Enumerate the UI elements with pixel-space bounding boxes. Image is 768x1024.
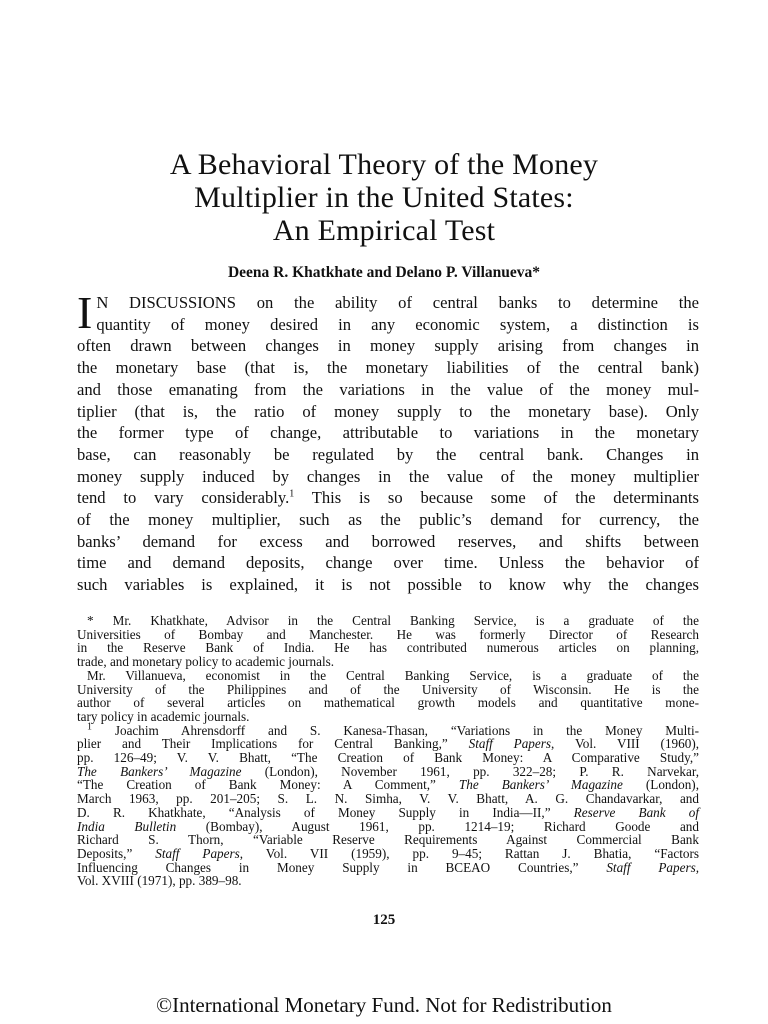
article-title: [60, 148, 708, 247]
page-number: 125: [372, 912, 396, 928]
footnote-line: tary policy in academic journals.: [77, 708, 250, 724]
footnote-line: [77, 806, 699, 820]
footnote-text: (London), November 1961, pp. 322–28; P. R. Narvekar,: [241, 763, 699, 779]
journal-title: India Bulletin: [77, 818, 177, 834]
body-text-fragment: tend to vary considerably.: [77, 488, 290, 508]
footnote-line: [77, 778, 699, 792]
footnote-text: , Vol. VII (1959), pp. 9–45; Rattan J. Bhatia, “Factors: [239, 845, 700, 861]
footnote-line: author of several articles on mathematical growth models and quantitative mone-: [77, 695, 699, 711]
footnotes: [77, 614, 699, 888]
footnote-line: [77, 721, 699, 738]
footnote-line: [77, 765, 699, 779]
body-line: the former type of change, attributable to variations in the monetary: [77, 423, 699, 443]
journal-title: The Bankers’ Magazine: [77, 763, 242, 779]
body-line: quantity of money desired in any economic system, a distinction is: [96, 314, 699, 334]
footnote-text: “The Creation of Bank Money: A Comment,”: [77, 777, 459, 793]
copyright-notice: ©International Monetary Fund. Not for Redistribution: [156, 993, 612, 1017]
footnote-line: Vol. XVIII (1971), pp. 389–98.: [77, 873, 242, 889]
body-line: time and demand deposits, change over time. Unless the behavior of: [77, 553, 699, 573]
body-line: tiplier (that is, the ratio of money supply to the monetary base). Only: [77, 401, 699, 421]
body-text-fragment: This is so because some of the determinants: [294, 488, 699, 508]
body-line: base, can reasonably be regulated by the central bank. Changes in: [77, 444, 699, 464]
title-line-3: An Empirical Test: [272, 214, 496, 247]
footnote-text: (Bombay), August 1961, pp. 1214–19; Richard Goode and: [176, 818, 699, 834]
body-line: and those emanating from the variations in the value of the money mul-: [77, 379, 699, 399]
footnote-marker: 1: [289, 488, 295, 500]
journal-title: Staff Papers: [468, 736, 552, 752]
footnote-marker: 1: [87, 721, 92, 733]
body-line: N DISCUSSIONS on the ability of central banks to determine the: [96, 293, 699, 312]
journal-title: The Bankers’ Magazine: [458, 777, 623, 793]
footnote-text: plier and Their Implications for Central Banking,”: [77, 736, 469, 752]
footnote-line: [77, 820, 699, 834]
title-line-1: A Behavioral Theory of the Money: [169, 148, 599, 181]
body-line: often drawn between changes in money supply arising from changes in: [77, 336, 699, 356]
body-text: [77, 287, 699, 596]
footnote-line: University of the Philippines and of the University of Wisconsin. He is the: [77, 681, 699, 697]
footnote-line: in the Reserve Bank of India. He has contributed numerous articles on planning,: [77, 640, 699, 656]
body-line: such variables is explained, it is not possible to know why the changes: [77, 575, 699, 595]
footnote-line: * Mr. Khatkhate, Advisor in the Central Banking Service, is a graduate of the: [87, 613, 699, 628]
journal-title: Staff Papers,: [606, 859, 700, 875]
body-line: [77, 487, 699, 509]
footnote-line: [77, 737, 699, 751]
journal-title: Staff Papers: [155, 845, 240, 861]
drop-cap: I: [77, 287, 93, 338]
body-line: the monetary base (that is, the monetary liabilities of the central bank): [77, 358, 699, 378]
footnote-line: trade, and monetary policy to academic journals.: [77, 654, 335, 670]
footnote-line: Richard S. Thorn, “Variable Reserve Requirements Against Commercial Bank: [77, 832, 699, 848]
footnote-line: Universities of Bombay and Manchester. He was formerly Director of Research: [77, 626, 699, 642]
footnote-text: (London),: [622, 777, 699, 793]
footnote-text: Deposits,”: [77, 845, 156, 861]
footnote-line: March 1963, pp. 201–205; S. L. N. Simha, V. V. Bhatt, A. G. Chandavarkar, and: [77, 791, 699, 807]
body-line: of the money multiplier, such as the public’s demand for currency, the: [77, 510, 699, 530]
body-line: money supply induced by changes in the value of the money multiplier: [77, 466, 699, 486]
title-line-2: Multiplier in the United States:: [194, 181, 574, 214]
footnote-text: Influencing Changes in Money Supply in BCEAO Countries,”: [77, 859, 607, 875]
footnote-line: [77, 861, 699, 875]
body-line: banks’ demand for excess and borrowed reserves, and shifts between: [77, 531, 699, 551]
journal-title: Reserve Bank of: [573, 804, 699, 820]
footnote-text: D. R. Khatkhate, “Analysis of Money Supply in India—II,”: [77, 804, 574, 820]
footnote-text: Joachim Ahrensdorff and S. Kanesa-Thasan, “Variations in the Money Multi-: [92, 722, 699, 738]
author-byline: Deena R. Khatkhate and Delano P. Villanueva*: [227, 264, 541, 281]
footnote-line: Mr. Villanueva, economist in the Central Banking Service, is a graduate of the: [87, 667, 699, 683]
footnote-line: [77, 847, 699, 861]
footnote-line: pp. 126–49; V. V. Bhatt, “The Creation of Bank Money: A Comparative Study,”: [77, 750, 699, 766]
footnote-text: , Vol. VIII (1960),: [551, 736, 700, 752]
